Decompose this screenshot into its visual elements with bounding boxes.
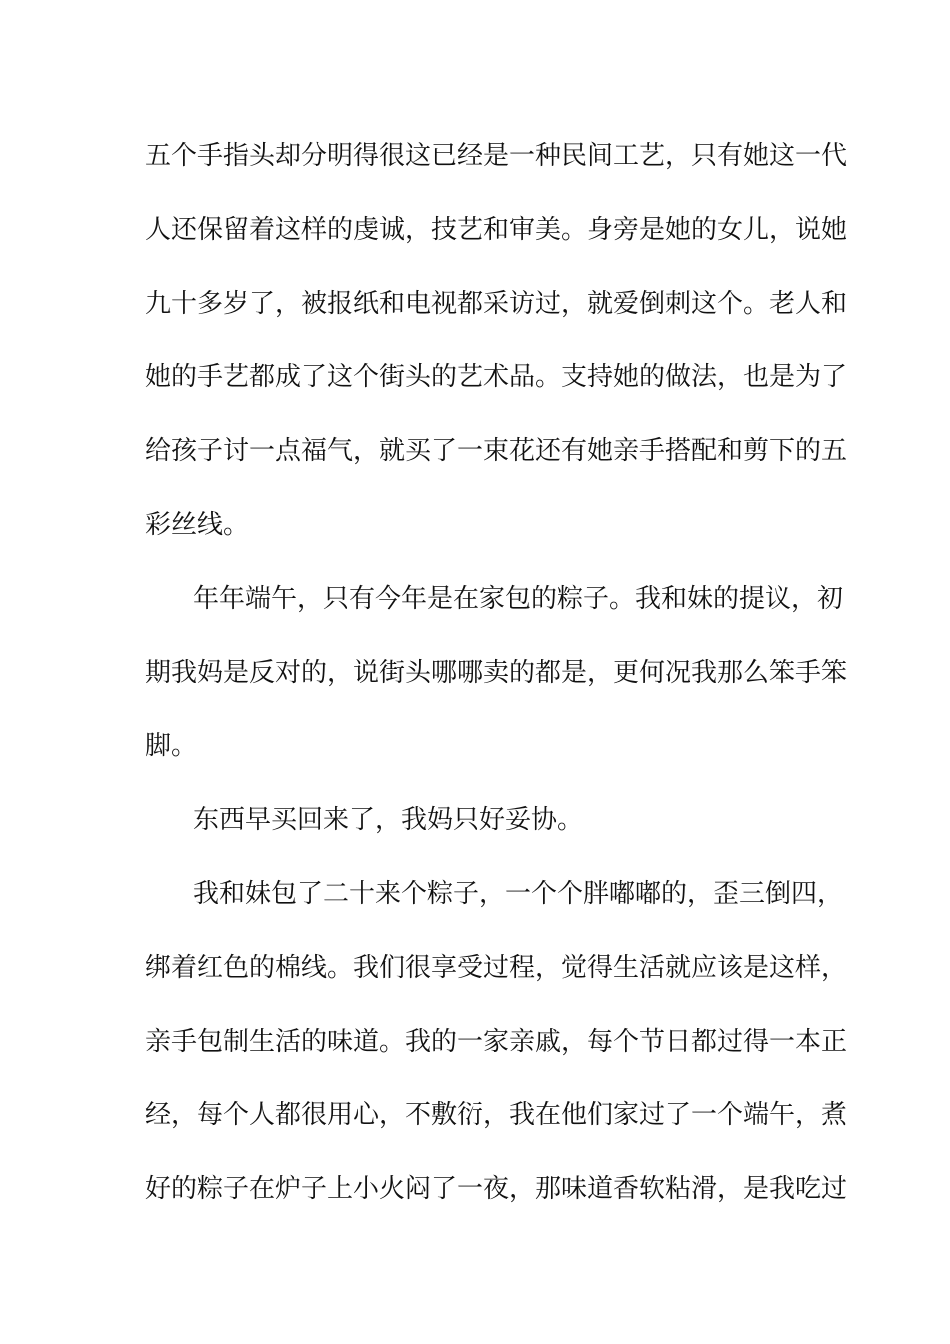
text-line: 好的粽子在炉子上小火闷了一夜，那味道香软粘滑，是我吃过 — [145, 1174, 848, 1205]
text-line: 她的手艺都成了这个街头的艺术品。支持她的做法，也是为了 — [145, 362, 848, 393]
text-line: 我和妹包了二十来个粽子，一个个胖嘟嘟的，歪三倒四， — [193, 878, 844, 909]
text-line: 期我妈是反对的，说街头哪哪卖的都是，更何况我那么笨手笨 — [145, 657, 848, 688]
text-line: 亲手包制生活的味道。我的一家亲戚，每个节日都过得一本正 — [145, 1026, 848, 1057]
text-line: 年年端午，只有今年是在家包的粽子。我和妹的提议，初 — [193, 583, 844, 614]
text-line: 绑着红色的棉线。我们很享受过程，觉得生活就应该是这样， — [145, 952, 848, 983]
text-line: 脚。 — [145, 731, 198, 762]
text-line: 东西早买回来了，我妈只好妥协。 — [193, 805, 584, 836]
text-line: 彩丝线。 — [145, 509, 250, 540]
body-text — [145, 126, 848, 1233]
text-line: 给孩子讨一点福气，就买了一束花还有她亲手搭配和剪下的五 — [145, 436, 848, 467]
text-line: 经，每个人都很用心，不敷衍，我在他们家过了一个端午，煮 — [145, 1100, 848, 1131]
text-line: 九十多岁了，被报纸和电视都采访过，就爱倒刺这个。老人和 — [145, 288, 848, 319]
text-line: 人还保留着这样的虔诚，技艺和审美。身旁是她的女儿，说她 — [145, 214, 848, 245]
text-line: 五个手指头却分明得很这已经是一种民间工艺，只有她这一代 — [145, 141, 848, 171]
